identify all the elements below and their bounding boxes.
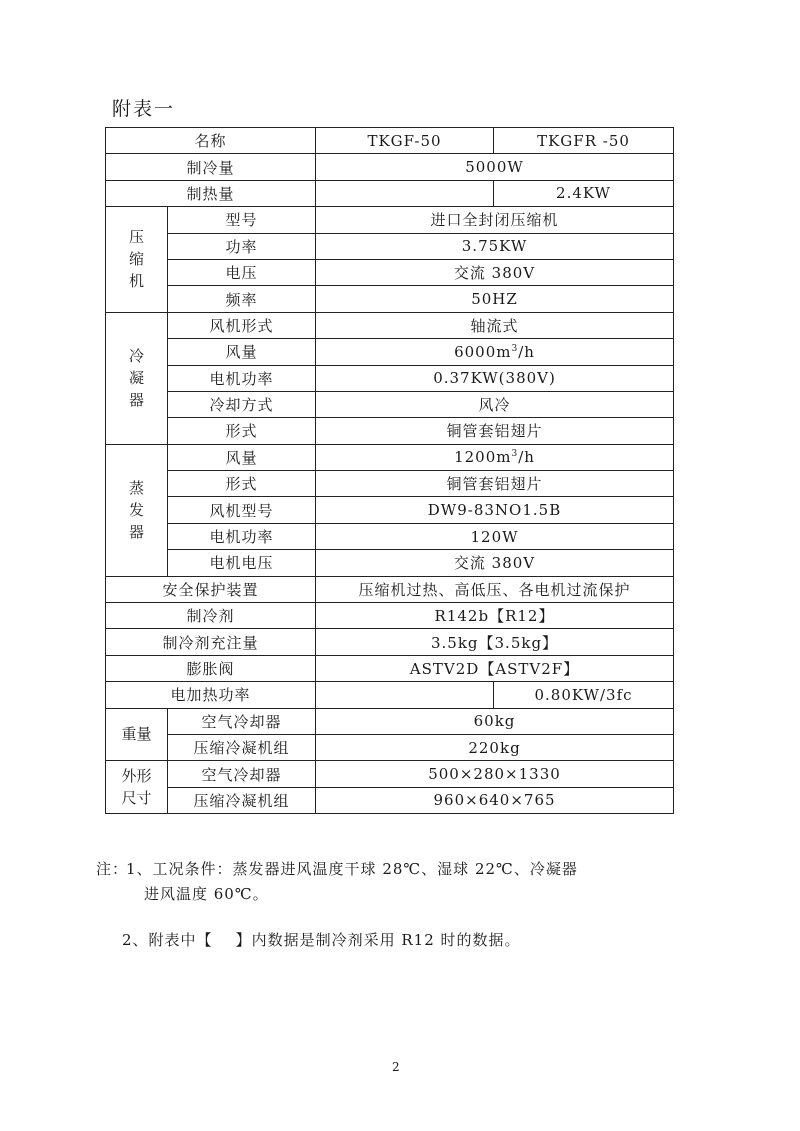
table-row-header [106, 128, 674, 154]
heating-capacity-label: 制热量 [106, 180, 316, 206]
evaporator-airflow-exponent: 3 [511, 449, 519, 460]
table-row-refrigerant [106, 603, 674, 629]
page-number: 2 [392, 1060, 400, 1074]
weight-condensing-unit-label: 压缩冷凝机组 [168, 734, 316, 760]
table-row [106, 761, 674, 787]
dimensions-condensing-unit-value: 960×640×765 [316, 787, 674, 813]
compressor-power-value: 3.75KW [316, 233, 674, 259]
note-line-1 [96, 857, 578, 882]
heating-capacity-empty [316, 180, 494, 206]
table-row [106, 259, 674, 285]
condenser-fan-type-label: 风机形式 [168, 312, 316, 338]
condenser-cooling-method-label: 冷却方式 [168, 391, 316, 417]
note-block [96, 857, 578, 907]
evaporator-airflow-value [316, 444, 674, 470]
compressor-type-value: 进口全封闭压缩机 [316, 207, 674, 233]
compressor-power-label: 功率 [168, 233, 316, 259]
condenser-motor-power-label: 电机功率 [168, 365, 316, 391]
header-model-1: TKGF-50 [316, 128, 494, 154]
compressor-voltage-value: 交流 380V [316, 259, 674, 285]
table-row [106, 523, 674, 549]
condenser-motor-power-value: 0.37KW(380V) [316, 365, 674, 391]
condenser-fan-type-value: 轴流式 [316, 312, 674, 338]
heating-capacity-value: 2.4KW [494, 180, 674, 206]
evaporator-form-value: 铜管套铝翅片 [316, 471, 674, 497]
safety-protection-label: 安全保护装置 [106, 576, 316, 602]
weight-air-cooler-value: 60kg [316, 708, 674, 734]
dimensions-condensing-unit-label: 压缩冷凝机组 [168, 787, 316, 813]
table-row [106, 550, 674, 576]
refrigerant-label: 制冷剂 [106, 603, 316, 629]
table-row-safety [106, 576, 674, 602]
compressor-frequency-label: 频率 [168, 286, 316, 312]
spec-table [105, 127, 674, 814]
compressor-frequency-value: 50HZ [316, 286, 674, 312]
table-row [106, 787, 674, 813]
table-row [106, 708, 674, 734]
electric-heating-empty [316, 682, 494, 708]
header-model-2: TKGFR -50 [494, 128, 674, 154]
dimensions-group-text: 外形尺寸 [121, 767, 152, 808]
compressor-type-label: 型号 [168, 207, 316, 233]
table-row [106, 391, 674, 417]
table-row-expansion-valve [106, 655, 674, 681]
dimensions-air-cooler-value: 500×280×1330 [316, 761, 674, 787]
refrigerant-value: R142b【R12】 [316, 603, 674, 629]
evaporator-fan-model-value: DW9-83NO1.5B [316, 497, 674, 523]
dimensions-group-label [106, 761, 168, 814]
safety-protection-value: 压缩机过热、高低压、各电机过流保护 [316, 576, 674, 602]
compressor-group-text: 压缩机 [129, 228, 145, 291]
note-prefix: 注： [96, 860, 129, 878]
table-row [106, 497, 674, 523]
table-row [106, 444, 674, 470]
cooling-capacity-label: 制冷量 [106, 154, 316, 180]
condenser-airflow-number: 6000m [454, 342, 512, 361]
electric-heating-value: 0.80KW/3fc [494, 682, 674, 708]
table-row [106, 286, 674, 312]
evaporator-airflow-unit: /h [518, 448, 535, 467]
table-row [106, 312, 674, 338]
evaporator-group-text: 蒸发器 [129, 479, 145, 542]
table-row [106, 207, 674, 233]
table-row [106, 365, 674, 391]
table-row [106, 471, 674, 497]
condenser-airflow-value [316, 339, 674, 365]
evaporator-motor-power-label: 电机功率 [168, 523, 316, 549]
weight-air-cooler-label: 空气冷却器 [168, 708, 316, 734]
condenser-group-label [106, 312, 168, 444]
page-title: 附表一 [112, 98, 176, 120]
evaporator-motor-voltage-value: 交流 380V [316, 550, 674, 576]
table-row-refrigerant-charge [106, 629, 674, 655]
table-row [106, 418, 674, 444]
dimensions-air-cooler-label: 空气冷却器 [168, 761, 316, 787]
expansion-valve-label: 膨胀阀 [106, 655, 316, 681]
compressor-voltage-label: 电压 [168, 259, 316, 285]
expansion-valve-value: ASTV2D【ASTV2F】 [316, 655, 674, 681]
evaporator-group-label [106, 444, 168, 576]
electric-heating-label: 电加热功率 [106, 682, 316, 708]
evaporator-airflow-label: 风量 [168, 444, 316, 470]
note-line-2 [96, 882, 578, 907]
weight-group-label: 重量 [106, 708, 168, 761]
note1-line1-text: 1、工况条件：蒸发器进风温度干球 28℃、湿球 22℃、冷凝器 [126, 860, 578, 878]
evaporator-motor-power-value: 120W [316, 523, 674, 549]
evaporator-motor-voltage-label: 电机电压 [168, 550, 316, 576]
table-row-cooling-capacity [106, 154, 674, 180]
condenser-form-value: 铜管套铝翅片 [316, 418, 674, 444]
condenser-airflow-label: 风量 [168, 339, 316, 365]
compressor-group-label [106, 207, 168, 313]
table-row [106, 233, 674, 259]
note-2: 2、附表中【 】内数据是制冷剂采用 R12 时的数据。 [122, 931, 521, 949]
condenser-form-label: 形式 [168, 418, 316, 444]
table-row-electric-heating [106, 682, 674, 708]
evaporator-airflow-number: 1200m [454, 448, 512, 467]
condenser-group-text: 冷凝器 [129, 347, 145, 410]
table-row [106, 339, 674, 365]
header-name-cell: 名称 [106, 128, 316, 154]
refrigerant-charge-value: 3.5kg【3.5kg】 [316, 629, 674, 655]
table-row-heating-capacity [106, 180, 674, 206]
evaporator-form-label: 形式 [168, 471, 316, 497]
refrigerant-charge-label: 制冷剂充注量 [106, 629, 316, 655]
condenser-cooling-method-value: 风冷 [316, 391, 674, 417]
condenser-airflow-exponent: 3 [511, 343, 519, 354]
evaporator-fan-model-label: 风机型号 [168, 497, 316, 523]
cooling-capacity-value: 5000W [316, 154, 674, 180]
table-row [106, 734, 674, 760]
weight-condensing-unit-value: 220kg [316, 734, 674, 760]
note1-line2-text: 进风温度 60℃。 [144, 885, 269, 903]
condenser-airflow-unit: /h [518, 342, 535, 361]
